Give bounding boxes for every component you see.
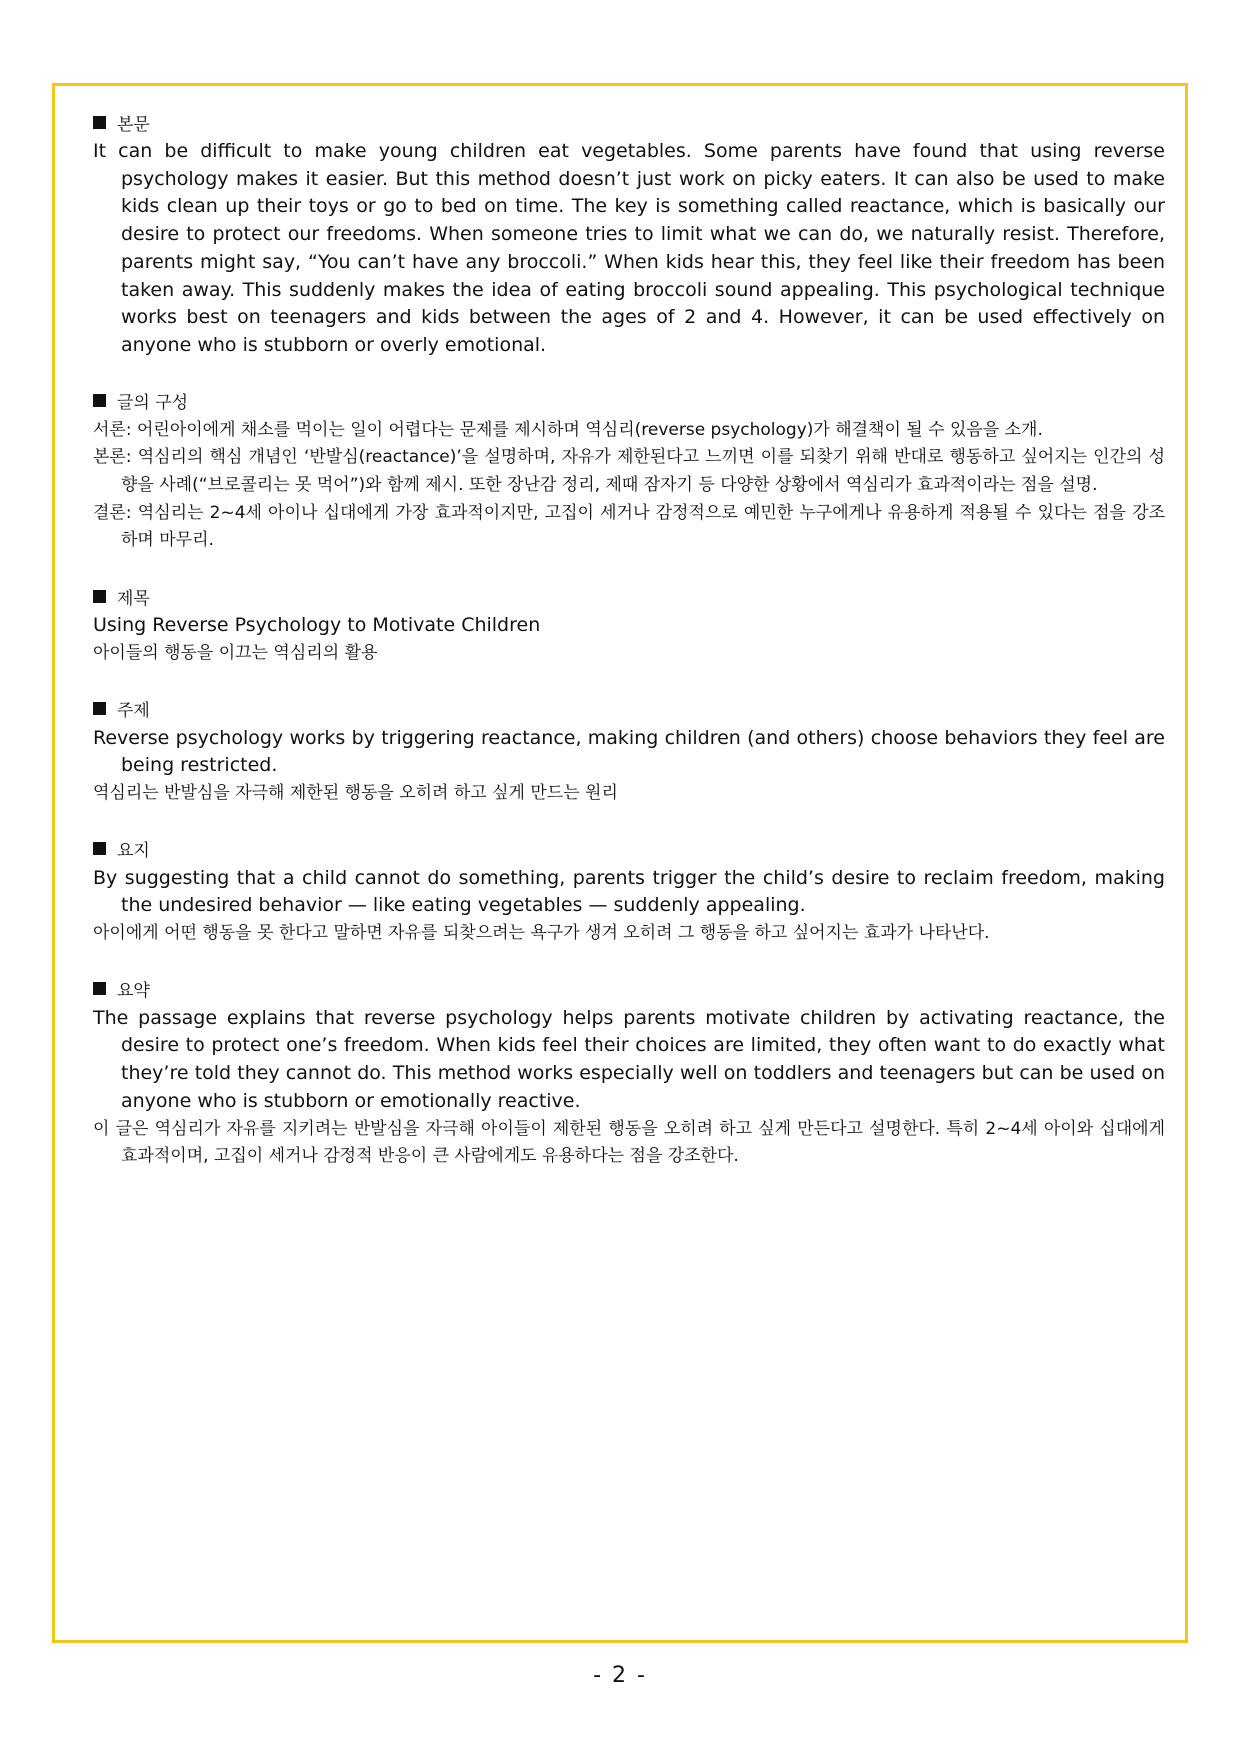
page-number: - 2 - — [593, 1663, 647, 1688]
page-content — [93, 110, 1165, 1200]
square-bullet-icon — [93, 702, 106, 715]
section-heading — [93, 584, 1165, 608]
structure-intro: 서론: 어린아이에게 채소를 먹이는 일이 어렵다는 문제를 제시하며 역심리(reverse psychology)가 해결책이 될 수 있음을 소개. — [93, 419, 1043, 440]
section-heading-label: 요약 — [117, 981, 150, 1002]
structure-main: 본론: 역심리의 핵심 개념인 ‘반발심(reactance)’을 설명하며, 자유가 제한된다고 느끼면 이를 되찾기 위해 반대로 행동하고 싶어지는 인간의 성향을 사례(“브로콜리는 못 먹어”)와 함께 제시. 또한 장난감 정리, 제때 잠자기 등 다양한 상황에서 역심리가 효과적이라는 점을 설명. — [93, 447, 1165, 496]
square-bullet-icon — [93, 116, 106, 129]
section-gist — [93, 837, 1165, 948]
section-topic — [93, 697, 1165, 808]
section-heading — [93, 389, 1165, 413]
section-heading — [93, 977, 1165, 1001]
topic-english: Reverse psychology works by triggering reactance, making children (and others) choose behaviors they feel are being restricted. — [93, 726, 1165, 777]
summary-korean: 이 글은 역심리가 자유를 지키려는 반발심을 자극해 아이들이 제한된 행동을 오히려 하고 싶게 만든다고 설명한다. 특히 2~4세 아이와 십대에게 효과적이며, 고집이 세거나 감정적 반응이 큰 사람에게도 유용하다는 점을 강조한다. — [93, 1118, 1165, 1167]
gist-english: By suggesting that a child cannot do something, parents trigger the child’s desire to reclaim freedom, making the undesired behavior — like eating vegetables — suddenly appealing. — [93, 866, 1165, 917]
body-paragraph: It can be difficult to make young children eat vegetables. Some parents have found that using reverse psychology makes it easier. But this method doesn’t just work on picky eaters. It can also be used to make kids clean up their toys or go to bed on time. The key is something called reactance, which is basically our desire to protect our freedoms. When someone tries to limit what we can do, we naturally resist. Therefore, parents might say, “You can’t have any broccoli.” When kids hear this, they feel like their freedom has been taken away. This suddenly makes the idea of eating broccoli sound appealing. This psychological technique works best on teenagers and kids between the ages of 2 and 4. However, it can be used effectively on anyone who is stubborn or overly emotional. — [93, 140, 1165, 356]
section-heading-label: 제목 — [117, 588, 150, 609]
summary-english: The passage explains that reverse psychology helps parents motivate children by activating reactance, the desire to protect one’s freedom. When kids feel their choices are limited, they often want to do exactly what they’re told they cannot do. This method works especially well on toddlers and teenagers but can be used on anyone who is stubborn or emotionally reactive. — [93, 1006, 1165, 1112]
section-structure — [93, 389, 1165, 556]
title-korean: 아이들의 행동을 이끄는 역심리의 활용 — [93, 642, 378, 663]
section-title — [93, 584, 1165, 667]
square-bullet-icon — [93, 982, 106, 995]
section-body — [93, 110, 1165, 360]
gist-korean: 아이에게 어떤 행동을 못 한다고 말하면 자유를 되찾으려는 욕구가 생겨 오히려 그 행동을 하고 싶어지는 효과가 나타난다. — [93, 923, 990, 944]
section-summary — [93, 977, 1165, 1171]
section-heading-label: 주제 — [117, 701, 150, 722]
section-heading — [93, 697, 1165, 721]
section-heading-label: 요지 — [117, 841, 150, 862]
square-bullet-icon — [93, 590, 106, 603]
section-heading-label: 본문 — [117, 114, 150, 135]
title-english: Using Reverse Psychology to Motivate Children — [93, 614, 541, 637]
square-bullet-icon — [93, 842, 106, 855]
structure-conclusion: 결론: 역심리는 2~4세 아이나 십대에게 가장 효과적이지만, 고집이 세거나 감정적으로 예민한 누구에게나 유용하게 적용될 수 있다는 점을 강조하며 마무리. — [93, 502, 1165, 551]
section-heading-label: 글의 구성 — [117, 393, 189, 414]
topic-korean: 역심리는 반발심을 자극해 제한된 행동을 오히려 하고 싶게 만드는 원리 — [93, 782, 618, 803]
section-heading — [93, 110, 1165, 134]
section-heading — [93, 837, 1165, 861]
square-bullet-icon — [93, 394, 106, 407]
